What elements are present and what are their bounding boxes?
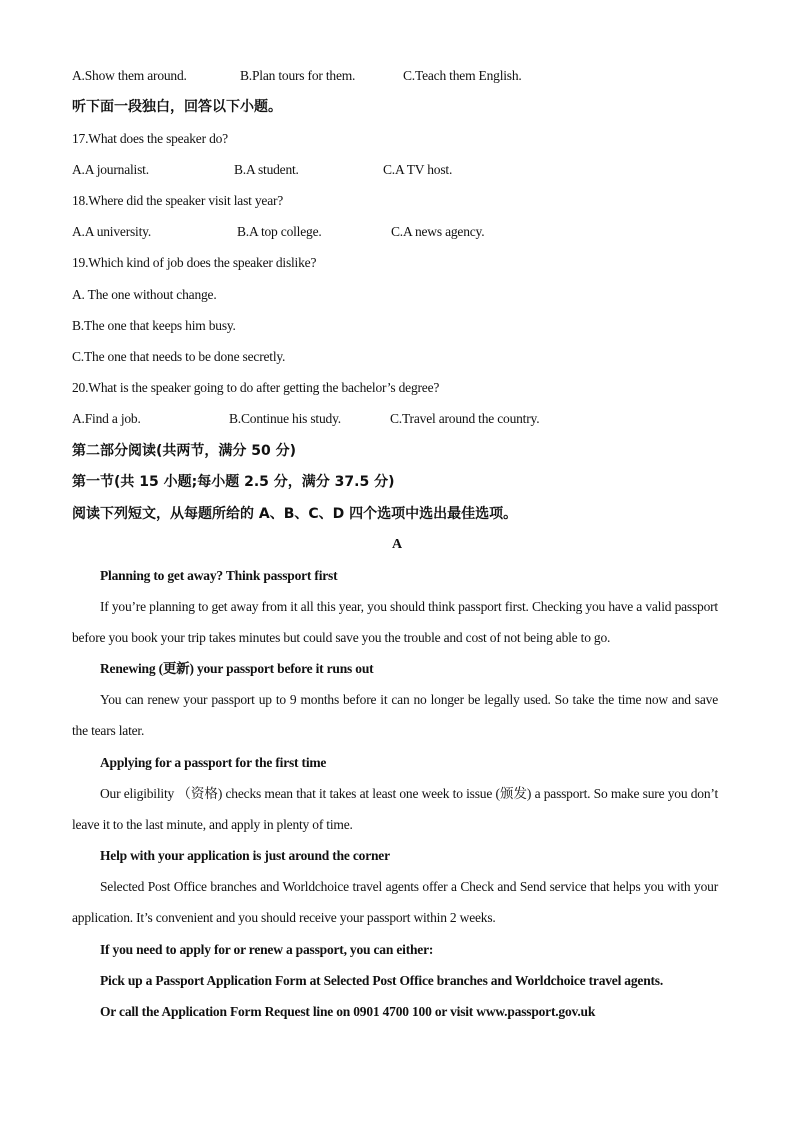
bold-line-apply-options: If you need to apply for or renew a passport, you can either: <box>100 942 434 957</box>
passage-paragraph-3: Our eligibility （资格) checks mean that it takes at least one week to issue (颁发) a passport. So make sure you don’t leave it to the last minute, and apply in plenty of time. <box>72 786 718 832</box>
q19-option-c: C.The one that needs to be done secretly. <box>72 349 286 364</box>
section-heading-applying: Applying for a passport for the first time <box>100 755 327 770</box>
q18-option-b: B.A top college. <box>237 224 322 239</box>
bold-line-pick-up-form: Pick up a Passport Application Form at Selected Post Office branches and Worldchoice travel agents. <box>100 973 664 988</box>
q17-option-c: C.A TV host. <box>383 162 453 177</box>
bold-line-call-or-visit: Or call the Application Form Request line on 0901 4700 100 or visit www.passport.gov.uk <box>100 1004 596 1019</box>
q19-option-a: A. The one without change. <box>72 287 217 302</box>
q20-option-a: A.Find a job. <box>72 411 141 426</box>
q16-option-a: A.Show them around. <box>72 68 187 83</box>
passage-label: A <box>391 537 403 552</box>
q17-option-a: A.A journalist. <box>72 162 149 177</box>
section1-heading: 第一节(共 15 小题;每小题 2.5 分，满分 37.5 分) <box>72 474 395 490</box>
monologue-instruction: 听下面一段独白，回答以下小题。 <box>72 99 282 115</box>
q18-option-c: C.A news agency. <box>391 224 485 239</box>
q19-stem: 19.Which kind of job does the speaker dislike? <box>72 255 317 270</box>
passage-paragraph-4: Selected Post Office branches and Worldchoice travel agents offer a Check and Send service that helps you with your application. It’s convenient and you should receive your passport within 2 weeks. <box>72 879 718 925</box>
passage-title: Planning to get away? Think passport first <box>100 568 338 583</box>
part2-heading: 第二部分阅读(共两节，满分 50 分) <box>72 443 297 459</box>
q17-stem: 17.What does the speaker do? <box>72 131 228 146</box>
section-heading-renewing: Renewing (更新) your passport before it runs out <box>100 661 374 676</box>
q16-option-b: B.Plan tours for them. <box>240 68 356 83</box>
q20-option-c: C.Travel around the country. <box>390 411 540 426</box>
q20-stem: 20.What is the speaker going to do after getting the bachelor’s degree? <box>72 380 440 395</box>
q18-option-a: A.A university. <box>72 224 151 239</box>
reading-instruction: 阅读下列短文，从每题所给的 A、B、C、D 四个选项中选出最佳选项。 <box>72 506 518 522</box>
passage-paragraph-2: You can renew your passport up to 9 months before it can no longer be legally used. So take the time now and save the tears later. <box>72 692 718 738</box>
section-heading-help: Help with your application is just around the corner <box>100 848 390 863</box>
q19-option-b: B.The one that keeps him busy. <box>72 318 236 333</box>
q17-option-b: B.A student. <box>234 162 299 177</box>
q16-option-c: C.Teach them English. <box>403 68 522 83</box>
passage-paragraph-1: If you’re planning to get away from it all this year, you should think passport first. Checking you have a valid passport before you book your trip takes minutes but could save you the trouble and cost of not being able to go. <box>72 599 718 645</box>
q18-stem: 18.Where did the speaker visit last year? <box>72 193 284 208</box>
q20-option-b: B.Continue his study. <box>229 411 341 426</box>
